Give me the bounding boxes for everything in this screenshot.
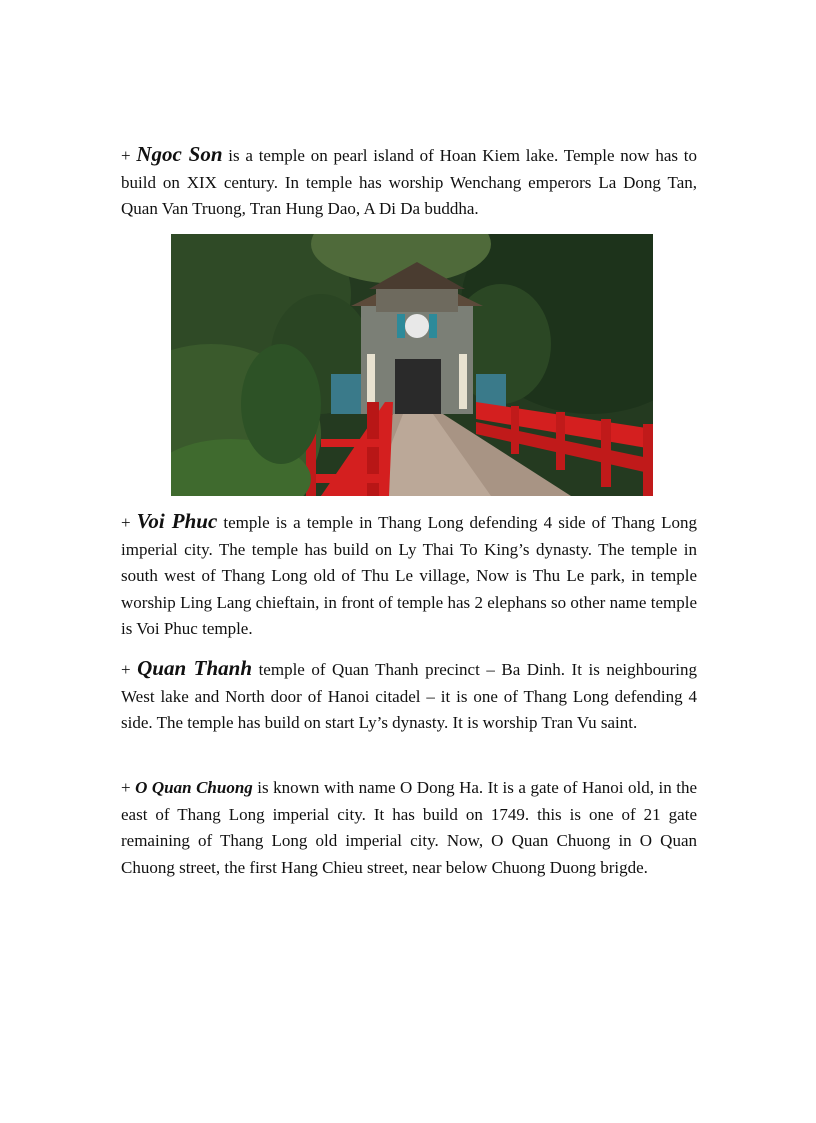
paragraph-voi-phuc	[121, 508, 697, 643]
bullet-prefix: +	[121, 778, 136, 797]
ngoc-son-temple-photo	[171, 234, 653, 496]
temple-name-ngoc-son: Ngoc Son	[136, 142, 223, 166]
paragraph-text: temple is a temple in Thang Long defending 4 side of Thang Long imperial city. The temple has build on Ly Thai To King’s dynasty. The temple in south west of Thang Long old of Thu Le village, Now is Thu Le park, in temple worship Ling Lang chieftain, in front of temple has 2 elephans so other name temple is Voi Phuc temple.	[121, 513, 697, 638]
temple-name-o-quan-chuong: O Quan Chuong	[135, 778, 253, 797]
paragraph-o-quan-chuong	[121, 775, 697, 881]
bullet-prefix: +	[121, 660, 138, 679]
paragraph-quan-thanh	[121, 655, 697, 737]
temple-name-quan-thanh: Quan Thanh	[137, 656, 253, 680]
temple-name-voi-phuc: Voi Phuc	[136, 509, 218, 533]
bullet-prefix: +	[121, 513, 137, 532]
paragraph-ngoc-son	[121, 141, 697, 223]
paragraph-text: temple of Quan Thanh precinct – Ba Dinh. It is neighbouring West lake and North door of Hanoi citadel – it is one of Thang Long defending 4 side. The temple has build on start Ly’s dynasty. It is worship Tran Vu saint.	[121, 660, 697, 732]
paragraph-text: is known with name O Dong Ha. It is a gate of Hanoi old, in the east of Thang Long imperial city. It has build on 1749. this is one of 21 gate remaining of Thang Long old imperial city. Now, O Quan Chuong in O Quan Chuong street, the first Hang Chieu street, near below Chuong Duong brigde.	[121, 778, 697, 877]
paragraph-text: is a temple on pearl island of Hoan Kiem lake. Temple now has to build on XIX century. In temple has worship Wenchang emperors La Dong Tan, Quan Van Truong, Tran Hung Dao, A Di Da buddha.	[121, 146, 697, 218]
bullet-prefix: +	[121, 146, 137, 165]
